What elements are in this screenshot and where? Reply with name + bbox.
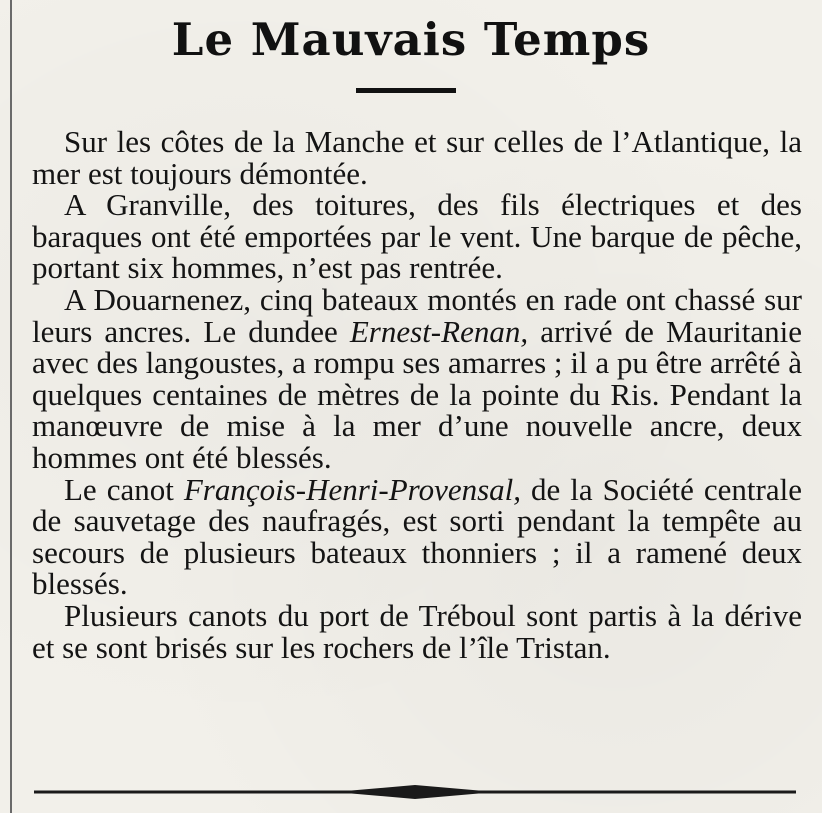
article-body bbox=[32, 126, 802, 663]
ship-name-ernest-renan: Ernest-Renan, bbox=[349, 313, 529, 349]
paragraph-5: Plusieurs canots du port de Tréboul sont partis à la dérive et se sont brisés sur les rochers de l’île Tristan. bbox=[32, 597, 802, 665]
paragraph-3 bbox=[32, 281, 802, 475]
end-ornament-rule bbox=[34, 784, 796, 800]
paragraph-4-start: Le canot bbox=[64, 471, 184, 507]
column-rule bbox=[10, 0, 12, 813]
paragraph-4 bbox=[32, 471, 802, 602]
boat-name-francois-henri-provensal: François-Henri-Provensal, bbox=[183, 471, 522, 507]
paragraph-1: Sur les côtes de la Manche et sur celles de l’Atlantique, la mer est toujours démontée. bbox=[32, 124, 802, 191]
paragraph-4-end: de la Société centrale de sauvetage des naufragés, est sorti pendant la tempête au secours de plusieurs bateaux thonniers ; il a ramené deux blessés. bbox=[32, 471, 802, 602]
title-underline bbox=[356, 88, 456, 93]
article-title: Le Mauvais Temps bbox=[171, 13, 651, 66]
paragraph-3-end: arrivé de Mauritanie avec des langoustes, a rompu ses amarres ; il a pu être arrêté à quelques centaines de mètres de la pointe du Ris. Pendant la manœuvre de mise à la mer d’une nouvelle ancre, deux hommes ont été blessés. bbox=[32, 313, 802, 475]
paragraph-2: A Granville, des toitures, des fils électriques et des baraques ont été emportées par le vent. Une barque de pêche, portant six hommes, n’est pas rentrée. bbox=[32, 187, 802, 286]
paragraph-3-start: A Douarnenez, cinq bateaux montés en rade ont chassé sur leurs ancres. Le dundee bbox=[32, 281, 802, 349]
end-rule-diamond bbox=[334, 785, 496, 799]
